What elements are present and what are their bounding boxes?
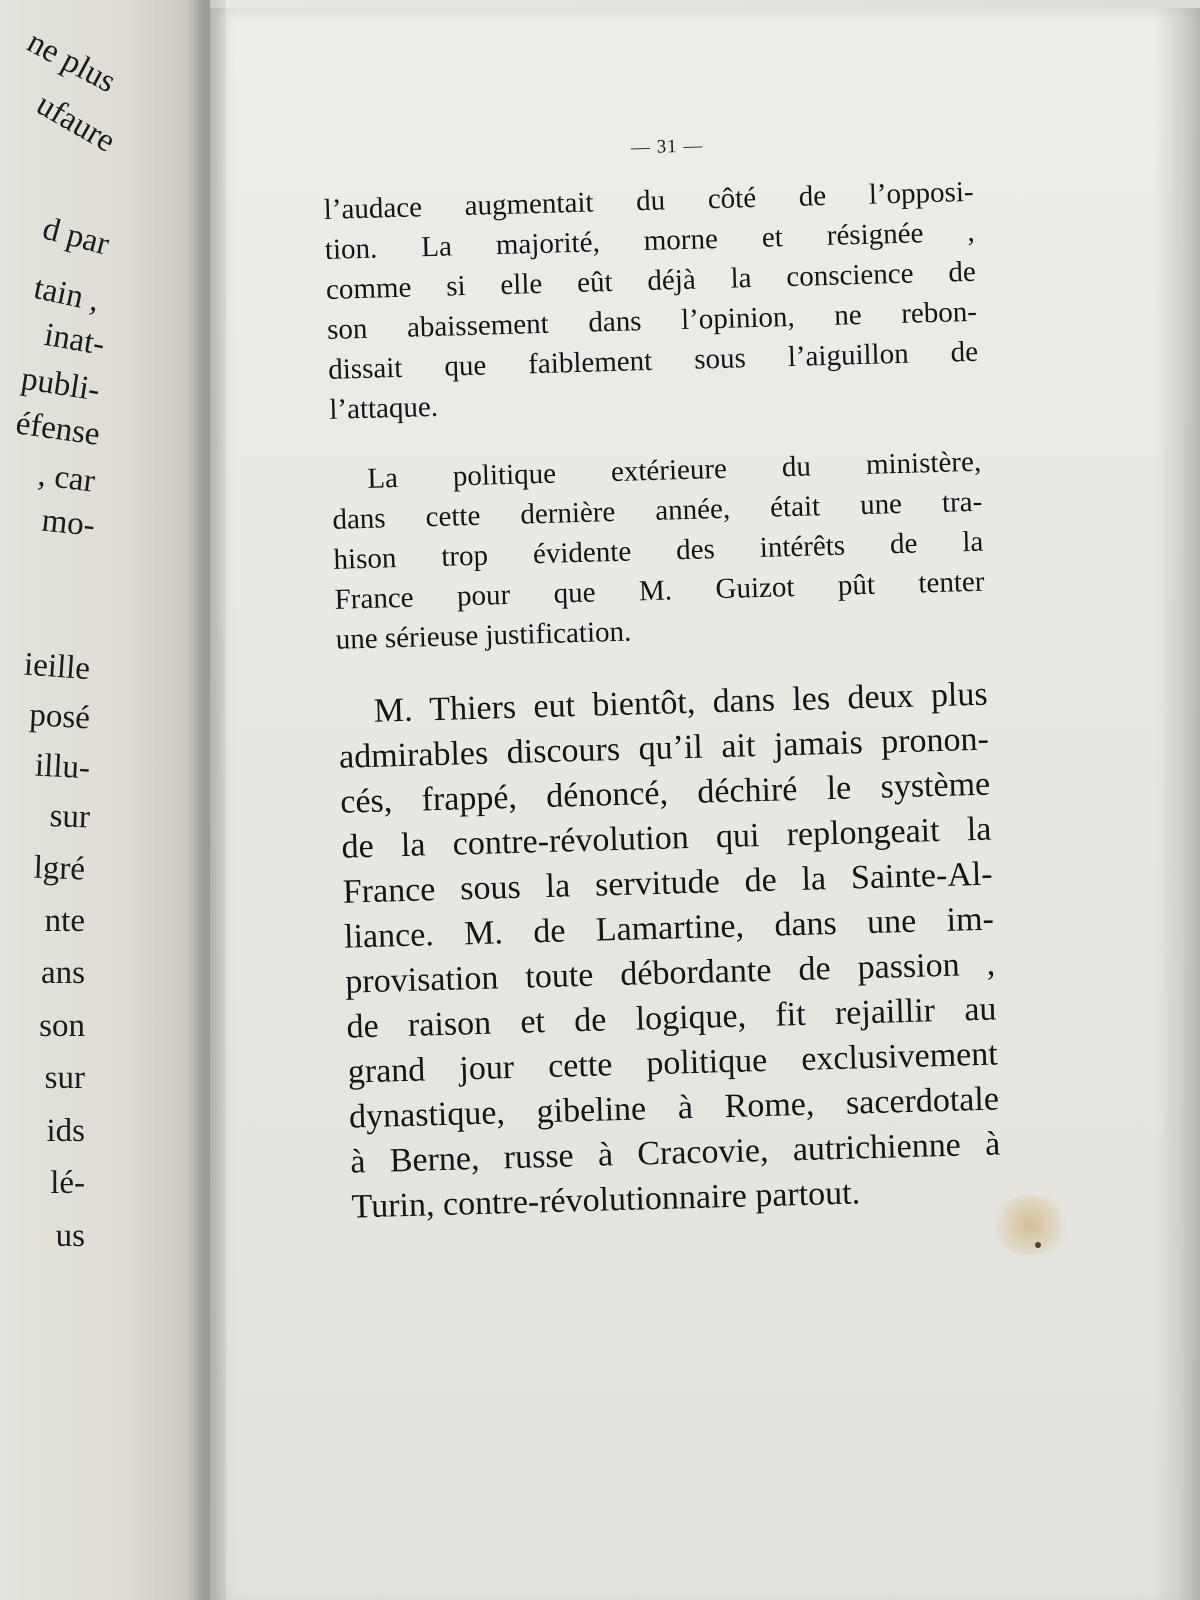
paragraph-3 bbox=[337, 672, 1002, 1230]
left-line: lgré bbox=[33, 849, 86, 888]
foxing-stain bbox=[990, 1195, 1070, 1255]
left-line: inat- bbox=[41, 316, 108, 363]
text-line: liance. M. de Lamartine, dans une im- bbox=[343, 900, 995, 956]
text-line: France pour que M. Guizot pût tenter bbox=[334, 565, 985, 616]
text-line: dynastique, gibeline à Rome, sacerdotale bbox=[348, 1080, 1000, 1136]
text-line: dans cette dernière année, était une tra- bbox=[331, 485, 983, 536]
text-line: provisation toute débordante de passion , bbox=[344, 945, 996, 1001]
text-line: de raison et de logique, fit rejaillir au bbox=[346, 990, 997, 1046]
left-line: ufaure bbox=[30, 86, 122, 160]
left-line: ne plus bbox=[21, 24, 122, 101]
text-line: l’audace augmentait du côté de l’opposi- bbox=[323, 175, 974, 226]
left-line: sur bbox=[49, 798, 91, 836]
text-line: l’attaque. bbox=[328, 390, 439, 426]
text-line: admirables discours qu’il ait jamais pronon- bbox=[338, 720, 990, 776]
paragraph-2 bbox=[331, 442, 986, 660]
text-line: à Berne, russe à Cracovie, autrichienne à bbox=[349, 1125, 1001, 1181]
text-line: cés, frappé, dénoncé, déchiré le système bbox=[339, 765, 991, 821]
text-line: dissait que faiblement sous l’aiguillon de bbox=[327, 335, 979, 386]
right-page bbox=[210, 8, 1200, 1600]
text-line: hison trop évidente des intérêts de la bbox=[333, 525, 984, 576]
left-line: us bbox=[55, 1218, 85, 1254]
left-page bbox=[0, 0, 210, 1600]
text-line: La politique extérieure du ministère, bbox=[366, 445, 982, 495]
left-line: son bbox=[39, 1008, 85, 1044]
text-line: de la contre-révolution qui replongeait la bbox=[341, 810, 992, 866]
page-text bbox=[322, 128, 1002, 1230]
text-line: son abaissement dans l’opinion, ne rebon- bbox=[326, 295, 978, 346]
page-number: — 31 — bbox=[630, 135, 704, 159]
text-line: tion. La majorité, morne et résignée , bbox=[324, 215, 976, 266]
paragraph-1 bbox=[323, 172, 979, 430]
left-line: mo- bbox=[40, 502, 97, 544]
text-line: Turin, contre-révolutionnaire partout. bbox=[351, 1174, 861, 1226]
left-line: illu- bbox=[34, 747, 91, 787]
page-edge-shadow bbox=[1154, 8, 1200, 1600]
left-line: posé bbox=[28, 697, 91, 737]
left-line: ans bbox=[41, 955, 85, 991]
left-line: d par bbox=[38, 210, 113, 263]
left-line: , car bbox=[36, 457, 97, 500]
text-line: comme si elle eût déjà la conscience de bbox=[325, 255, 977, 306]
text-line: une sérieuse justification. bbox=[335, 615, 632, 656]
left-line: ieille bbox=[22, 646, 92, 688]
left-line: ids bbox=[46, 1113, 85, 1149]
left-line: publi- bbox=[18, 360, 103, 409]
text-line: France sous la servitude de la Sainte-Al- bbox=[342, 855, 994, 911]
left-line: lé- bbox=[50, 1165, 85, 1201]
left-line: tain , bbox=[30, 270, 103, 320]
left-line: nte bbox=[44, 903, 85, 939]
text-line: M. Thiers eut bientôt, dans les deux plus bbox=[373, 675, 989, 730]
text-line: grand jour cette politique exclusivement bbox=[347, 1035, 999, 1091]
left-line: éfense bbox=[13, 405, 103, 453]
left-line: sur bbox=[44, 1060, 85, 1096]
book-gutter-shadow bbox=[186, 0, 226, 1600]
ink-spot bbox=[1035, 1242, 1041, 1248]
